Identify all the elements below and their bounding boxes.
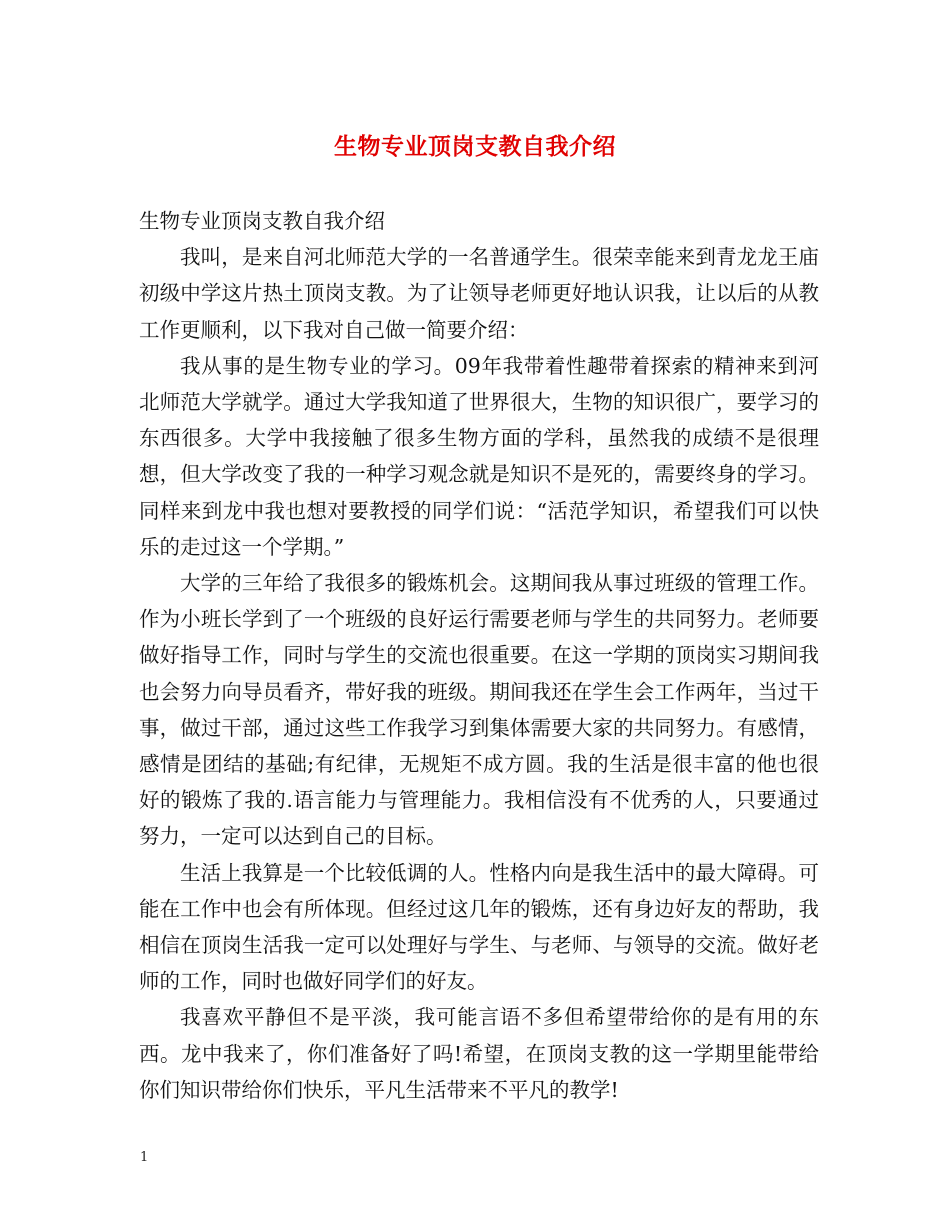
paragraph: 大学的三年给了我很多的锻炼机会。这期间我从事过班级的管理工作。作为小班长学到了一个班级的良好运行需要老师与学生的共同努力。老师要做好指导工作，同时与学生的交流也很重要。在这一学期的顶岗实习期间我也会努力向导员看齐，带好我的班级。期间我还在学生会工作两年，当过干事，做过干部，通过这些工作我学习到集体需要大家的共同努力。有感情，感情是团结的基础;有纪律，无规矩不成方圆。我的生活是很丰富的他也很好的锻炼了我的.语言能力与管理能力。我相信没有不优秀的人，只要通过努力，一定可以达到自己的目标。 bbox=[139, 571, 819, 849]
page-number: 1 bbox=[140, 1150, 149, 1165]
document-subtitle: 生物专业顶岗支教自我介绍 bbox=[139, 209, 385, 233]
paragraph: 我从事的是生物专业的学习。09年我带着性趣带着探索的精神来到河北师范大学就学。通过大学我知道了世界很大，生物的知识很广，要学习的东西很多。大学中我接触了很多生物方面的学科，虽然我的成绩不是很理想，但大学改变了我的一种学习观念就是知识不是死的，需要终身的学习。同样来到龙中我也想对要教授的同学们说：“活范学知识，希望我们可以快乐的走过这一个学期。” bbox=[139, 353, 819, 559]
paragraph: 我叫，是来自河北师范大学的一名普通学生。很荣幸能来到青龙龙王庙初级中学这片热土顶岗支教。为了让领导老师更好地认识我，让以后的从教工作更顺利，以下我对自己做一简要介绍： bbox=[139, 245, 819, 342]
document-title: 生物专业顶岗支教自我介绍 bbox=[334, 133, 616, 160]
paragraph: 我喜欢平静但不是平淡，我可能言语不多但希望带给你的是有用的东西。龙中我来了，你们准备好了吗!希望，在顶岗支教的这一学期里能带给你们知识带给你们快乐，平凡生活带来不平凡的教学! bbox=[139, 1005, 819, 1102]
paragraph: 生活上我算是一个比较低调的人。性格内向是我生活中的最大障碍。可能在工作中也会有所体现。但经过这几年的锻炼，还有身边好友的帮助，我相信在顶岗生活我一定可以处理好与学生、与老师、与领导的交流。做好老师的工作，同时也做好同学们的好友。 bbox=[139, 860, 819, 994]
document-body bbox=[139, 203, 819, 1108]
